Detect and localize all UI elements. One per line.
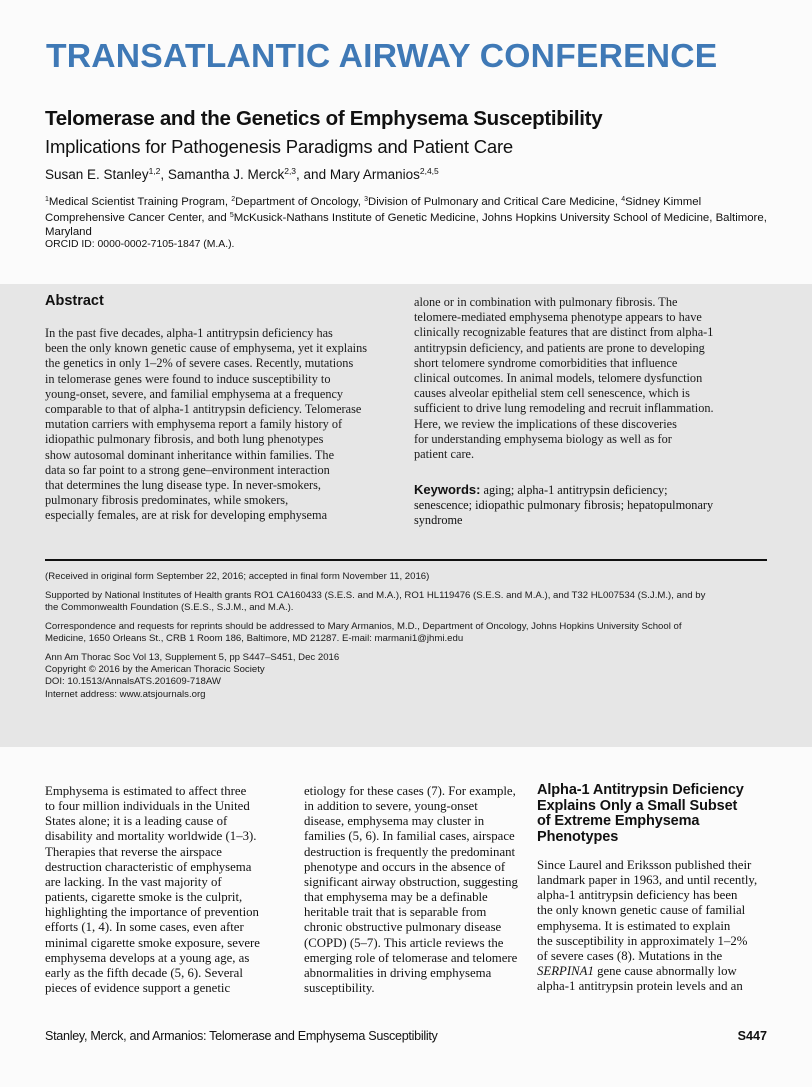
abstract-line: especially females, are at risk for developing emphysema [45, 508, 328, 523]
body-line: disease, emphysema may cluster in [304, 814, 485, 829]
abstract-line: short telomere syndrome comorbidities that influence [414, 355, 678, 370]
abstract-line: antitrypsin deficiency, and patients are prone to developing [414, 340, 705, 355]
affiliation-text: Medical Scientist Training Program, [48, 196, 232, 208]
abstract-line: causes alveolar epithelial stem cell senescence, which is [414, 386, 690, 401]
body-line: to four million individuals in the United [45, 799, 250, 814]
affiliation-text: Sidney Kimmel Comprehensive Cancer Center, and [45, 196, 702, 225]
body-line: significant airway obstruction, suggesting [304, 874, 518, 889]
abstract-text-left [45, 326, 367, 524]
author-name: Samantha J. Merck [167, 167, 285, 182]
body-line: the susceptibility in approximately 1–2% [537, 933, 748, 948]
keywords-text: aging; alpha-1 antitrypsin deficiency; [480, 483, 668, 497]
section-heading-line: Phenotypes [537, 828, 619, 845]
body-line: are lacking. In the vast majority of [45, 874, 222, 889]
abstract-line: telomere-mediated emphysema phenotype appears to have [414, 310, 702, 325]
body-line [537, 964, 757, 979]
funding-statement [45, 590, 775, 614]
body-line: of severe cases (8). Mutations in the [537, 948, 723, 963]
author-affiliation-sup: 2,3 [284, 166, 297, 176]
abstract-line: that determines the lung disease type. In never-smokers, [45, 478, 322, 493]
author-list [45, 166, 439, 182]
body-line: efforts (1, 4). In some cases, even after [45, 920, 244, 935]
body-column-3 [537, 858, 757, 994]
abstract-line: clinically recognizable features that are distinct from alpha-1 [414, 325, 714, 340]
abstract-line: In the past five decades, alpha-1 antitrypsin deficiency has [45, 326, 333, 340]
article-title: Telomerase and the Genetics of Emphysema Susceptibility [45, 107, 603, 130]
correspondence-line: Correspondence and requests for reprints should be addressed to Mary Armanios, M.D., Department of Oncology, Johns Hopkins University School of [45, 621, 682, 632]
body-text: gene cause abnormally low [593, 964, 737, 979]
citation-line: Ann Am Thorac Soc Vol 13, Supplement 5, pp S447–S451, Dec 2016 [45, 652, 340, 663]
correspondence [45, 621, 775, 645]
body-line: emerging role of telomerase and telomere [304, 950, 518, 965]
body-line: pieces of evidence support a genetic [45, 981, 231, 996]
body-line: Since Laurel and Eriksson published their [537, 858, 752, 872]
funding-line: Supported by National Institutes of Health grants RO1 CA160433 (S.E.S. and M.A.), RO1 HL119476 (S.E.S. and M.A.), and T32 HL007534 (S.J.M.), and by [45, 590, 706, 601]
author-affiliation-sup: 2,4,5 [419, 166, 439, 176]
doi-line: DOI: 10.1513/AnnalsATS.201609-718AW [45, 676, 221, 688]
orcid-id: ORCID ID: 0000-0002-7105-1847 (M.A.). [45, 239, 235, 250]
affiliation-sup: 2 [231, 196, 236, 203]
abstract-line: for understanding emphysema biology as well as for [414, 431, 672, 446]
author-affiliation-sup: 1,2 [148, 166, 161, 176]
affiliation-text: McKusick-Nathans Institute of Genetic Medicine, Johns Hopkins University School of Medicine, Baltimore, Maryland [45, 212, 767, 238]
section-divider [45, 559, 767, 561]
received-dates: (Received in original form September 22, 2016; accepted in final form November 11, 2016) [45, 571, 430, 582]
body-line: in addition to severe, young-onset [304, 799, 478, 814]
body-line: phenotype and occurs in the absence of [304, 859, 506, 874]
abstract-heading: Abstract [45, 293, 104, 309]
abstract-line: pulmonary fibrosis predominates, while smokers, [45, 493, 289, 508]
body-line: abnormalities in driving emphysema [304, 965, 492, 980]
affiliation-sup: 4 [621, 196, 626, 203]
section-heading-line: Alpha-1 Antitrypsin Deficiency [537, 782, 744, 798]
abstract-line: in telomerase genes were found to induce susceptibility to [45, 371, 331, 386]
abstract-line: been the only known genetic cause of emphysema, yet it explains [45, 341, 368, 356]
author-name: Mary Armanios [329, 167, 420, 182]
abstract-line: patient care. [414, 447, 475, 462]
affiliation-sup: 5 [229, 212, 234, 220]
body-line: highlighting the importance of prevention [45, 905, 259, 920]
correspondence-line: Medicine, 1650 Orleans St., CRB 1 Room 186, Baltimore, MD 21287. E-mail: marmani1@jhmi.edu [45, 633, 464, 645]
abstract-line: clinical outcomes. In animal models, telomere dysfunction [414, 371, 703, 386]
keywords-text: syndrome [414, 513, 463, 528]
abstract-line: alone or in combination with pulmonary fibrosis. The [414, 295, 678, 309]
body-line: that emphysema may be a definable [304, 890, 488, 905]
abstract-line: idiopathic pulmonary fibrosis, and both lung phenotypes [45, 432, 324, 447]
affiliations [45, 193, 775, 239]
body-line: disability and mortality worldwide (1–3). [45, 829, 257, 844]
keywords [414, 482, 713, 529]
body-line: destruction characteristic of emphysema [45, 859, 252, 874]
body-line: chronic obstructive pulmonary disease [304, 920, 502, 935]
body-column-1 [45, 784, 260, 996]
section-heading-line: of Extreme Emphysema [537, 813, 700, 829]
body-line: destruction is frequently the predominant [304, 844, 516, 859]
body-line: heritable trait that is separable from [304, 905, 487, 920]
body-line: (COPD) (5–7). This article reviews the [304, 935, 504, 950]
body-line: the only known genetic cause of familial [537, 903, 746, 918]
body-line: families (5, 6). In familial cases, airspace [304, 829, 515, 844]
section-heading-line: Explains Only a Small Subset [537, 797, 738, 814]
abstract-line: data so far point to a strong gene–environment interaction [45, 462, 330, 477]
abstract-line: Here, we review the implications of these discoveries [414, 416, 677, 431]
gene-name: SERPINA1 [537, 964, 594, 979]
abstract-line: mutation carriers with emphysema report a family history of [45, 417, 343, 432]
author-separator: , and [296, 167, 330, 182]
body-line: Emphysema is estimated to affect three [45, 784, 247, 798]
abstract-line: show autosomal dominant inheritance within families. The [45, 447, 335, 462]
abstract-line: sufficient to drive lung remodeling and recruit inflammation. [414, 401, 714, 416]
abstract-line: comparable to that of alpha-1 antitrypsin deficiency. Telomerase [45, 402, 362, 417]
author-separator: , [160, 167, 168, 182]
body-line: patients, cigarette smoke is the culprit, [45, 890, 243, 905]
affiliation-sup: 3 [364, 196, 368, 203]
body-line: emphysema. It is estimated to explain [537, 918, 731, 933]
keywords-text: senescence; idiopathic pulmonary fibrosis; hepatopulmonary [414, 498, 714, 513]
body-line: States alone; it is a leading cause of [45, 814, 228, 829]
article-subtitle: Implications for Pathogenesis Paradigms and Patient Care [45, 136, 514, 157]
abstract-line: young-onset, severe, and familial emphysema at a frequency [45, 386, 344, 401]
section-heading [537, 783, 744, 845]
body-line: Therapies that reverse the airspace [45, 844, 222, 859]
body-line: landmark paper in 1963, and until recently, [537, 873, 758, 888]
author-name: Susan E. Stanley [45, 167, 149, 182]
funding-line: the Commonwealth Foundation (S.E.S., S.J.M., and M.A.). [45, 602, 294, 614]
page-number: S447 [737, 1029, 767, 1043]
keywords-label: Keywords: [414, 482, 481, 497]
body-line: alpha-1 antitrypsin protein levels and an [537, 979, 743, 994]
conference-title: TRANSATLANTIC AIRWAY CONFERENCE [46, 37, 718, 74]
affiliation-text: Division of Pulmonary and Critical Care Medicine, [368, 196, 622, 208]
body-line: emphysema develops at a young age, as [45, 950, 250, 965]
citation-info [45, 652, 775, 701]
body-line: alpha-1 antitrypsin deficiency has been [537, 888, 738, 903]
body-line: minimal cigarette smoke exposure, severe [45, 935, 260, 950]
abstract-line: the genetics in only 1–2% of severe cases. Recently, mutations [45, 356, 354, 371]
affiliation-text: Department of Oncology, [235, 196, 365, 208]
body-line: early as the fifth decade (5, 6). Several [45, 965, 243, 980]
internet-address-line: Internet address: www.atsjournals.org [45, 688, 206, 700]
abstract-text-right [414, 295, 714, 462]
copyright-line: Copyright © 2016 by the American Thoracic Society [45, 664, 265, 676]
body-line: etiology for these cases (7). For example, [304, 784, 516, 798]
body-line: susceptibility. [304, 981, 375, 996]
running-footer-title: Stanley, Merck, and Armanios: Telomerase and Emphysema Susceptibility [45, 1029, 438, 1043]
body-column-2 [304, 784, 518, 996]
affiliation-sup: 1 [45, 196, 49, 203]
